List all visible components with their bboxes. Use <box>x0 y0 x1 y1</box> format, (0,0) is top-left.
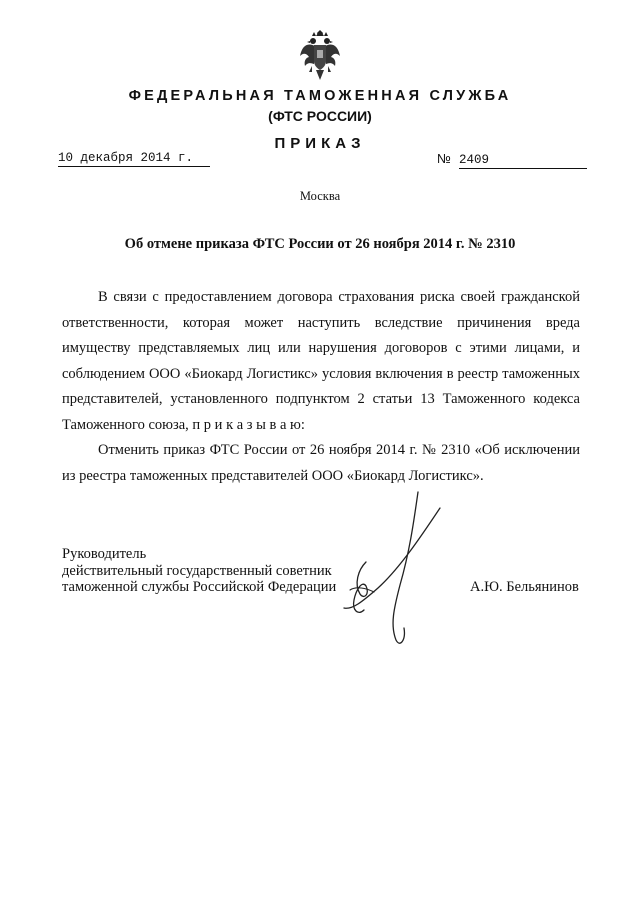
signatory-position-line-1: Руководитель <box>62 546 147 562</box>
city: Москва <box>299 189 341 203</box>
order-date: 10 декабря 2014 г. <box>58 151 210 167</box>
double-headed-eagle-icon <box>299 30 341 82</box>
body-paragraph-1: В связи с предоставлением договора страхования риска своей гражданской ответственности, которая может наступить вследствие причинения вреда имуществу представляемых лиц или нарушения договоров с этими лицами, и соблюдением ООО «Биокард Логистикс» условия включения в реестр таможенных представителей, установленного подпунктом 2 статьи 13 Таможенного кодекса Таможенного союза, п р и к а з ы в а ю: <box>62 289 580 433</box>
order-number: 2409 <box>459 153 587 169</box>
handwritten-signature <box>330 490 470 650</box>
signatory-position-line-2: действительный государственный советник <box>62 562 332 579</box>
agency-short-name: (ФТС РОССИИ) <box>268 108 372 124</box>
document-body <box>62 285 580 489</box>
document-type: ПРИКАЗ <box>274 135 366 152</box>
number-sign: № <box>437 151 451 166</box>
signatory-name: А.Ю. Бельянинов <box>470 579 579 595</box>
signatory-position <box>62 546 336 596</box>
agency-name: ФЕДЕРАЛЬНАЯ ТАМОЖЕННАЯ СЛУЖБА <box>128 88 512 104</box>
order-number-block <box>437 151 587 169</box>
document-title: Об отмене приказа ФТС России от 26 ноября 2014 г. № 2310 <box>124 236 516 252</box>
body-paragraph-2: Отменить приказ ФТС России от 26 ноября 2014 г. № 2310 «Об исключении из реестра таможенных представителей ООО «Биокард Логистикс». <box>62 442 580 484</box>
signatory-position-line-3: таможенной службы Российской Федерации <box>62 579 337 595</box>
